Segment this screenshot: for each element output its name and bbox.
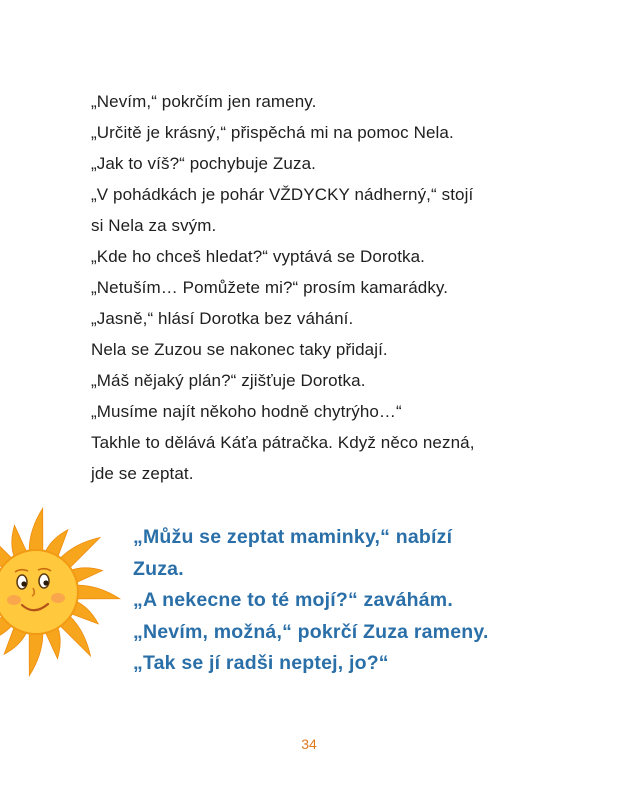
text-line: Takhle to dělává Káťa pátračka. Když něco nezná, — [91, 433, 475, 452]
text-line: „Určitě je krásný,“ přispěchá mi na pomoc Nela. — [91, 123, 454, 142]
highlight-line: „Nevím, možná,“ pokrčí Zuza rameny. — [133, 620, 489, 643]
body-text — [91, 86, 531, 489]
highlight-line: Zuza. — [133, 557, 184, 580]
sun-face — [0, 550, 78, 634]
text-line: „Musíme najít někoho hodně chytrýho…“ — [91, 402, 402, 421]
text-line: „Netuším… Pomůžete mi?“ prosím kamarádky. — [91, 278, 449, 297]
sun-ray — [75, 585, 119, 599]
text-line: „V pohádkách je pohár VŽDYCKY nádherný,“ stojí — [91, 185, 474, 204]
sun-cheek-right — [51, 593, 65, 603]
text-line: Nela se Zuzou se nakonec taky přidají. — [91, 340, 388, 359]
sun-pupil-right — [43, 580, 48, 585]
text-line: „Jak to víš?“ pochybuje Zuza. — [91, 154, 316, 173]
page-number: 34 — [301, 736, 317, 752]
text-line: „Jasně,“ hlásí Dorotka bez váhání. — [91, 309, 354, 328]
text-line: „Nevím,“ pokrčím jen rameny. — [91, 92, 317, 111]
sun-cheek-left — [7, 595, 21, 605]
sun-ray — [29, 631, 43, 675]
text-line: jde se zeptat. — [91, 464, 194, 483]
sun-pupil-left — [21, 581, 26, 586]
highlight-line: „Tak se jí radši neptej, jo?“ — [133, 652, 389, 674]
text-line: „Máš nějaký plán?“ zjišťuje Dorotka. — [91, 371, 366, 390]
sun-illustration — [0, 506, 128, 678]
sun-ray — [29, 508, 43, 552]
highlight-line: „A nekecne to té mojí?“ zaváhám. — [133, 589, 453, 611]
text-line: „Kde ho chceš hledat?“ vyptává se Dorotka. — [91, 247, 425, 266]
text-line: si Nela za svým. — [91, 216, 217, 235]
highlight-line: „Můžu se zeptat maminky,“ nabízí — [133, 526, 453, 548]
highlighted-dialogue — [133, 522, 593, 680]
